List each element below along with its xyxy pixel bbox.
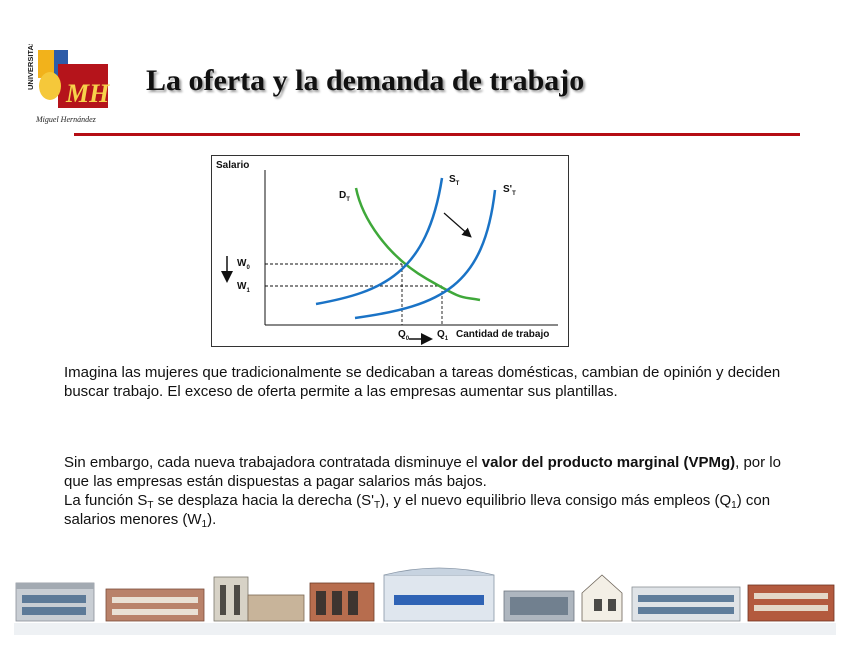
campus-buildings-banner: [14, 565, 836, 635]
supply-shift-arrow: [444, 213, 470, 236]
logo-vertical-text: UNIVERSITAS: [26, 44, 35, 90]
demand-label: $D_T$: [339, 190, 350, 203]
title-divider: [74, 133, 800, 136]
logo-caption: Miguel Hernández: [36, 115, 96, 124]
y-axis-label: Salario: [216, 160, 250, 171]
qty-low-label: $Q_0$: [398, 329, 410, 342]
university-logo: [20, 44, 120, 126]
logo-figure: [39, 72, 61, 100]
paragraph-vpmg: Sin embargo, cada nueva trabajadora contratada disminuye el valor del producto marginal (VPMg), por lo que las empresas están dispuestas a pagar salarios más bajos.: [64, 454, 781, 490]
paragraph-shift: La función $S_T$ se desplaza hacia la derecha $(S'_T)$, y el nuevo equilibrio lleva consigo más empleos $(Q_1)$ con salarios menores $(W_1)$.: [64, 492, 771, 530]
wage-low-label: $W_1$: [237, 281, 250, 294]
paragraph-intro-text: Imagina las mujeres que tradicionalmente se dedicaban a tareas domésticas, cambian de opinión y deciden buscar trabajo. El exceso de oferta permite a las empresas aumentar sus plantillas.: [64, 364, 781, 400]
paragraph-explanation: [64, 453, 784, 529]
paragraph-intro: [64, 363, 784, 401]
x-axis-label: Cantidad de trabajo: [456, 329, 550, 340]
wage-high-label: $W_0$: [237, 258, 250, 271]
logo-monogram: MH: [66, 79, 110, 108]
page-title: La oferta y la demanda de trabajo: [146, 64, 585, 97]
qty-high-label: $Q_1$: [437, 329, 449, 342]
supply-label: $S_T$: [449, 174, 460, 187]
supply-curve: [316, 178, 442, 304]
supply-shift-label: $S'_T$: [503, 184, 516, 197]
demand-curve: [356, 188, 480, 300]
labor-market-diagram: [211, 155, 569, 347]
vpmg-term: valor del producto marginal (VPMg): [481, 454, 736, 471]
